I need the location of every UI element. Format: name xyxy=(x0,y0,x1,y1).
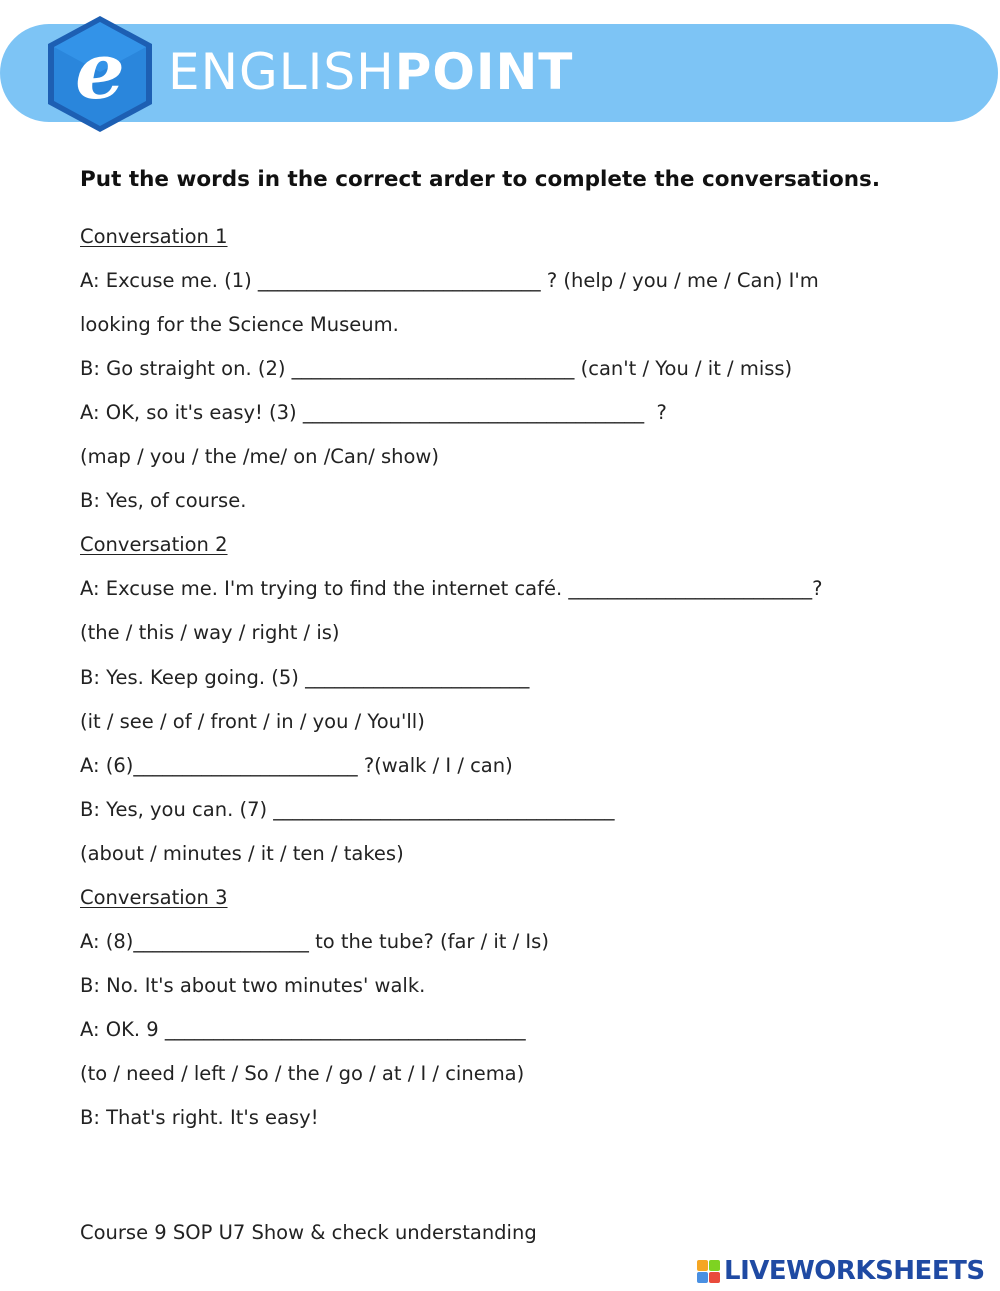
conversation-line: B: Go straight on. (2) _____________________________ (can't / You / it / miss) xyxy=(80,357,793,380)
conversation-line: B: Yes, you can. (7) ___________________________________ xyxy=(80,798,615,821)
conversation-line: (about / minutes / it / ten / takes) xyxy=(80,842,404,865)
conversation-line: (map / you / the /me/ on /Can/ show) xyxy=(80,445,439,468)
conversation-line: A: Excuse me. (1) _____________________________ ? (help / you / me / Can) I'm xyxy=(80,269,819,292)
conversation-line: A: OK. 9 _____________________________________ xyxy=(80,1018,526,1041)
conversation-line: B: That's right. It's easy! xyxy=(80,1106,319,1129)
conversation-line: A: OK, so it's easy! (3) ___________________________________ ? xyxy=(80,401,667,424)
conversation-line: looking for the Science Museum. xyxy=(80,313,399,336)
conversation-heading: Conversation 2 xyxy=(80,533,228,556)
brand-name xyxy=(168,44,573,100)
conversation-line: B: Yes, of course. xyxy=(80,489,247,512)
conversation-line: A: (8)__________________ to the tube? (far / it / Is) xyxy=(80,930,549,953)
englishpoint-logo-icon xyxy=(44,14,156,134)
liveworksheets-logo-icon xyxy=(697,1260,720,1283)
conversation-line: (to / need / left / So / the / go / at / I / cinema) xyxy=(80,1062,525,1085)
conversation-line: (the / this / way / right / is) xyxy=(80,621,340,644)
conversation-line: A: (6)_______________________ ?(walk / I / can) xyxy=(80,754,513,777)
conversation-line: A: Excuse me. I'm trying to find the internet café. _________________________? xyxy=(80,577,823,600)
conversation-line: (it / see / of / front / in / you / You'll) xyxy=(80,710,425,733)
instructions-heading: Put the words in the correct arder to complete the conversations. xyxy=(80,167,880,192)
footer-note: Course 9 SOP U7 Show & check understanding xyxy=(80,1221,537,1244)
conversation-line: B: No. It's about two minutes' walk. xyxy=(80,974,426,997)
conversation-line: B: Yes. Keep going. (5) _______________________ xyxy=(80,666,530,689)
conversation-heading: Conversation 1 xyxy=(80,225,228,248)
brand-name-bold: POINT xyxy=(394,43,574,101)
liveworksheets-text: LIVEWORKSHEETS xyxy=(724,1256,985,1286)
liveworksheets-watermark xyxy=(697,1254,985,1288)
conversation-heading: Conversation 3 xyxy=(80,886,228,909)
logo-letter: e xyxy=(75,26,125,117)
brand-name-thin: ENGLISH xyxy=(168,43,395,101)
